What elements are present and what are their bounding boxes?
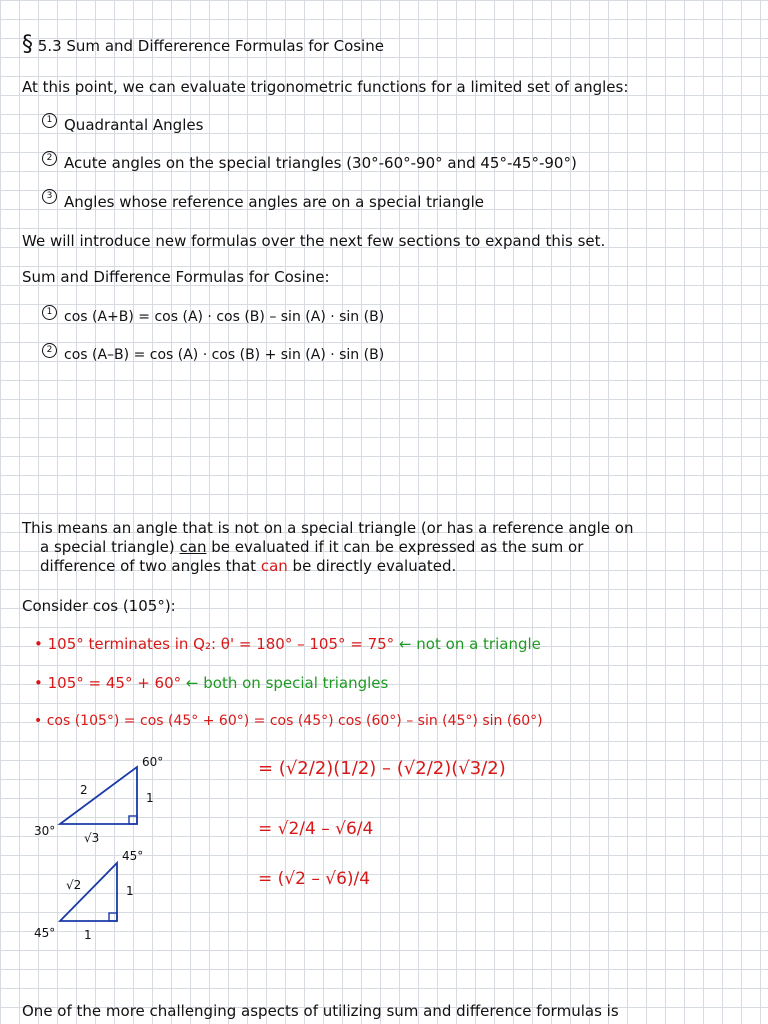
step-2: = √2/4 – √6/4 (258, 819, 374, 839)
triangle-30-60-90 (30, 750, 190, 850)
triangle-45-45-90 (30, 845, 170, 945)
meaning-line-3-end: be directly evaluated. (287, 557, 457, 575)
step-3: = (√2 – √6)/4 (258, 869, 371, 889)
hypotenuse-sqrt2-label: √2 (66, 878, 82, 892)
meaning-line-3 (40, 557, 456, 575)
expand-line: We will introduce new formulas over the next few sections to expand this set. (22, 232, 606, 250)
intro-item-3: Angles whose reference angles are on a special triangle (64, 193, 484, 211)
leg-1-label: 1 (146, 791, 154, 805)
angle-45-top-label: 45° (122, 849, 144, 863)
meaning-line-2-start: a special triangle) (40, 538, 180, 556)
angle-60-label: 60° (142, 755, 164, 769)
footer-line: One of the more challenging aspects of utilizing sum and difference formulas is (22, 1002, 619, 1020)
intro-number-3: 3 (42, 189, 57, 204)
section-symbol: § (22, 32, 33, 57)
bullet-expansion: • cos (105°) = cos (45° + 60°) = cos (45°) cos (60°) – sin (45°) sin (60°) (34, 713, 543, 729)
formulas-heading: Sum and Difference Formulas for Cosine: (22, 268, 330, 286)
intro-line: At this point, we can evaluate trigonometric functions for a limited set of angles: (22, 78, 629, 96)
bullet-terminates-text: • 105° terminates in Q₂: θ' = 180° – 105° = 75° (34, 635, 395, 653)
meaning-line-2 (40, 538, 583, 556)
bullet-decompose (34, 674, 388, 692)
formula-difference: cos (A–B) = cos (A) · cos (B) + sin (A) · sin (B) (64, 347, 385, 363)
step-1: = (√2/2)(1/2) – (√2/2)(√3/2) (258, 758, 506, 779)
triangle-30-60-90-shape (60, 767, 137, 824)
leg-sqrt3-label: √3 (84, 831, 100, 845)
meaning-line-3-start: difference of two angles that (40, 557, 261, 575)
page-title (22, 32, 384, 57)
formula-sum: cos (A+B) = cos (A) · cos (B) – sin (A) · sin (B) (64, 309, 385, 325)
meaning-can-underlined: can (179, 538, 207, 556)
meaning-line-1: This means an angle that is not on a special triangle (or has a reference angle on (22, 519, 634, 537)
not-on-triangle-note: ← not on a triangle (398, 635, 541, 653)
triangle-45-45-90-shape (60, 863, 117, 921)
title-text: 5.3 Sum and Differerence Formulas for Cosine (37, 37, 384, 55)
meaning-line-2-end: be evaluated if it can be expressed as the sum or (206, 538, 584, 556)
intro-number-1: 1 (42, 113, 57, 128)
intro-item-2: Acute angles on the special triangles (30°-60°-90° and 45°-45°-90°) (64, 154, 577, 172)
meaning-can-red: can (260, 557, 288, 575)
angle-30-label: 30° (34, 824, 56, 838)
leg-1-horizontal-label: 1 (84, 928, 92, 942)
intro-number-2: 2 (42, 151, 57, 166)
right-angle-marker (129, 816, 137, 824)
consider-line: Consider cos (105°): (22, 597, 176, 615)
bullet-decompose-text: • 105° = 45° + 60° (34, 674, 182, 692)
both-special-note: ← both on special triangles (185, 674, 389, 692)
right-angle-marker (109, 913, 117, 921)
hypotenuse-2-label: 2 (80, 783, 88, 797)
intro-item-1: Quadrantal Angles (64, 116, 204, 134)
formula-number-1: 1 (42, 305, 57, 320)
bullet-terminates (34, 635, 541, 653)
leg-1-vertical-label: 1 (126, 884, 134, 898)
angle-45-left-label: 45° (34, 926, 56, 940)
formula-number-2: 2 (42, 343, 57, 358)
